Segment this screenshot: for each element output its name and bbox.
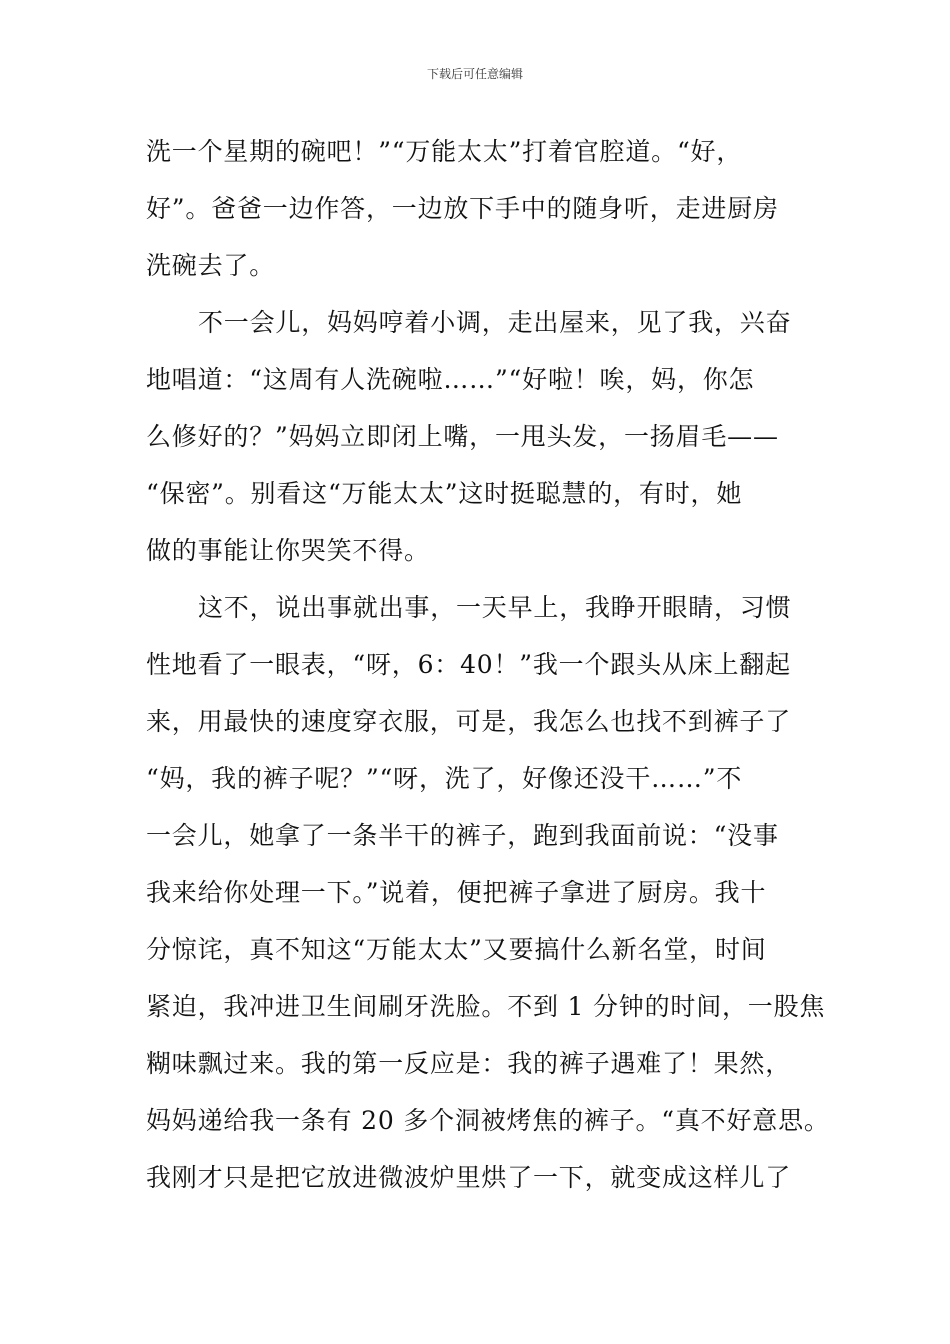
text-line: 妈妈递给我一条有 20 多个洞被烤焦的裤子。“真不好意思。 [146,1106,830,1135]
text-line: 一会儿，她拿了一条半干的裤子，跑到我面前说：“没事 [146,821,779,850]
text-line: 糊味飘过来。我的第一反应是：我的裤子遇难了！果然， [146,1049,792,1078]
text-line: 我来给你处理一下。”说着，便把裤子拿进了厨房。我十 [146,878,767,907]
text-line: 洗一个星期的碗吧！”“万能太太”打着官腔道。“好， [146,137,743,166]
text-line: “保密”。别看这“万能太太”这时挺聪慧的，有时，她 [146,479,743,508]
paragraph-first-line: 不一会儿，妈妈哼着小调，走出屋来，见了我，兴奋 [198,308,792,337]
text-line: 分惊诧，真不知这“万能太太”又要搞什么新名堂，时间 [146,935,767,964]
text-line: 做的事能让你哭笑不得。 [146,536,430,565]
text-line: 洗碗去了。 [146,251,276,280]
text-line: 性地看了一眼表，“呀，6：40！”我一个跟头从床上翻起 [146,650,791,679]
paragraph-first-line: 这不，说出事就出事，一天早上，我睁开眼睛，习惯 [198,593,792,622]
text-line: 地唱道：“这周有人洗碗啦……”“好啦！唉，妈，你怎 [146,365,755,394]
text-line: 紧迫，我冲进卫生间刷牙洗脸。不到 1 分钟的时间，一股焦 [146,992,826,1021]
text-line: 么修好的？”妈妈立即闭上嘴，一甩头发，一扬眉毛—— [146,422,779,451]
page-header: 下载后可任意编辑 [426,67,523,81]
text-line: 来，用最快的速度穿衣服，可是，我怎么也找不到裤子了 [146,707,792,736]
text-line: 我刚才只是把它放进微波炉里烘了一下，就变成这样儿了 [146,1163,792,1192]
text-line: 好”。爸爸一边作答，一边放下手中的随身听，走进厨房 [146,194,779,223]
text-line: “妈，我的裤子呢？”“呀，洗了，好像还没干……”不 [146,764,743,793]
